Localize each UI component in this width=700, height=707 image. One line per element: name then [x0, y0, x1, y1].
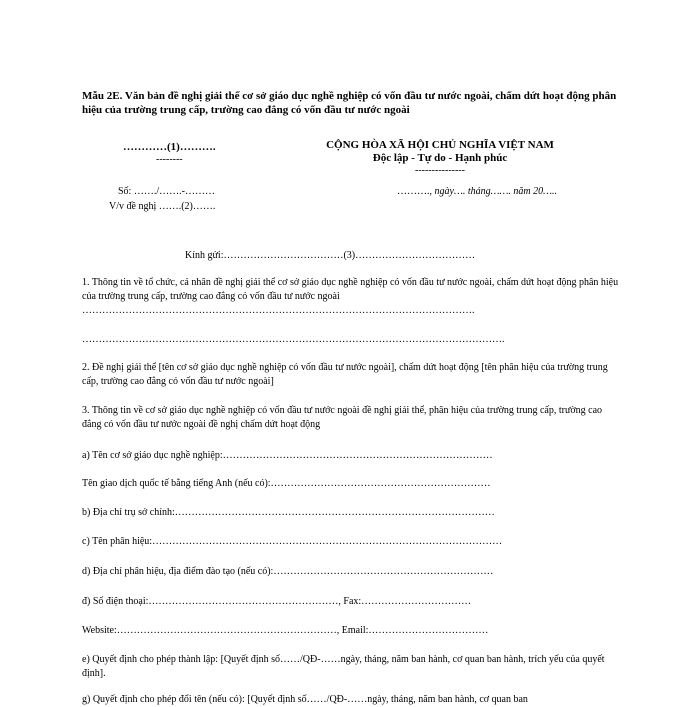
org-underline: -------- — [156, 154, 183, 165]
org-placeholder: …………(1)………. — [123, 141, 216, 153]
section-1-heading: 1. Thông tin về tổ chức, cá nhân đề nghị giải thể cơ sở giáo dục nghề nghiệp có vốn đầu tư nước ngoài, chấm dứt hoạt động phân hiệu của trường trung cấp, trường cao đẳng có vốn đầu tư nước ngoài — [82, 277, 619, 302]
field-dd-phone-fax: đ) Số điện thoại:…………………………………………………, Fax:…………………………… — [82, 596, 472, 607]
recipient-line: Kính gửi:………………………………(3)……………………………… — [185, 250, 476, 261]
field-a-english-name: Tên giao dịch quốc tế bằng tiếng Anh (nếu có):………………………………………………………… — [82, 478, 491, 489]
date-value: ngày…. tháng……. năm 20….. — [434, 186, 558, 197]
section-1-blank-1: ………………………………………………………………………………………………………. — [82, 305, 475, 316]
field-b-address: b) Địa chỉ trụ sở chính:…………………………………………………………………………………… — [82, 507, 495, 518]
document-title: Mẫu 2E. Văn bản đề nghị giải thể cơ sở giáo dục nghề nghiệp có vốn đầu tư nước ngoài, chấm dứt hoạt động phân hiệu của trường trung cấp, trường cao đẳng có vốn đầu tư nước ngoài — [82, 90, 617, 116]
document-subject: V/v đề nghị …….(2)……. — [109, 201, 216, 212]
section-2-heading: 2. Đề nghị giải thể [tên cơ sở giáo dục nghề nghiệp có vốn đầu tư nước ngoài], chấm dứt hoạt động [tên phân hiệu của trường trung cấp, trường cao đẳng có vốn đầu tư nước ngoài] — [82, 362, 608, 387]
country-name: CỘNG HÒA XÃ HỘI CHỦ NGHĨA VIỆT NAM — [326, 139, 554, 151]
field-e-establishment-decision: e) Quyết định cho phép thành lập: [Quyết định số……/QĐ-……ngày, tháng, năm ban hành, cơ quan ban hành, trích yếu của quyết định]. — [82, 654, 605, 679]
field-a-name: a) Tên cơ sở giáo dục nghề nghiệp:……………………………………………………………………… — [82, 450, 493, 461]
section-1-blank-2: ………………………………………………………………………………………………………………. — [82, 334, 505, 345]
field-website-email: Website:…………………………………………………………, Email:……………………………… — [82, 625, 489, 636]
field-d-branch-address: d) Địa chỉ phân hiệu, địa điểm đào tạo (nếu có):………………………………………………………… — [82, 566, 494, 577]
motto-underline: --------------- — [415, 165, 465, 176]
field-g-rename-decision: g) Quyết định cho phép đổi tên (nếu có): [Quyết định số……/QĐ-……ngày, tháng, năm ban hành, cơ quan ban — [82, 694, 528, 705]
field-c-branch-name: c) Tên phân hiệu:…………………………………………………………………………………………… — [82, 536, 503, 547]
document-number: Số: ……./…….-……… — [118, 186, 215, 197]
date-place: ………., — [397, 186, 435, 197]
national-motto: Độc lập - Tự do - Hạnh phúc — [372, 152, 508, 164]
date-line — [397, 185, 557, 199]
section-3-heading: 3. Thông tin về cơ sở giáo dục nghề nghiệp có vốn đầu tư nước ngoài đề nghị giải thể, phân hiệu của trường trung cấp, trường cao đẳng có vốn đầu tư nước ngoài đề nghị chấm dứt hoạt động — [82, 405, 603, 430]
